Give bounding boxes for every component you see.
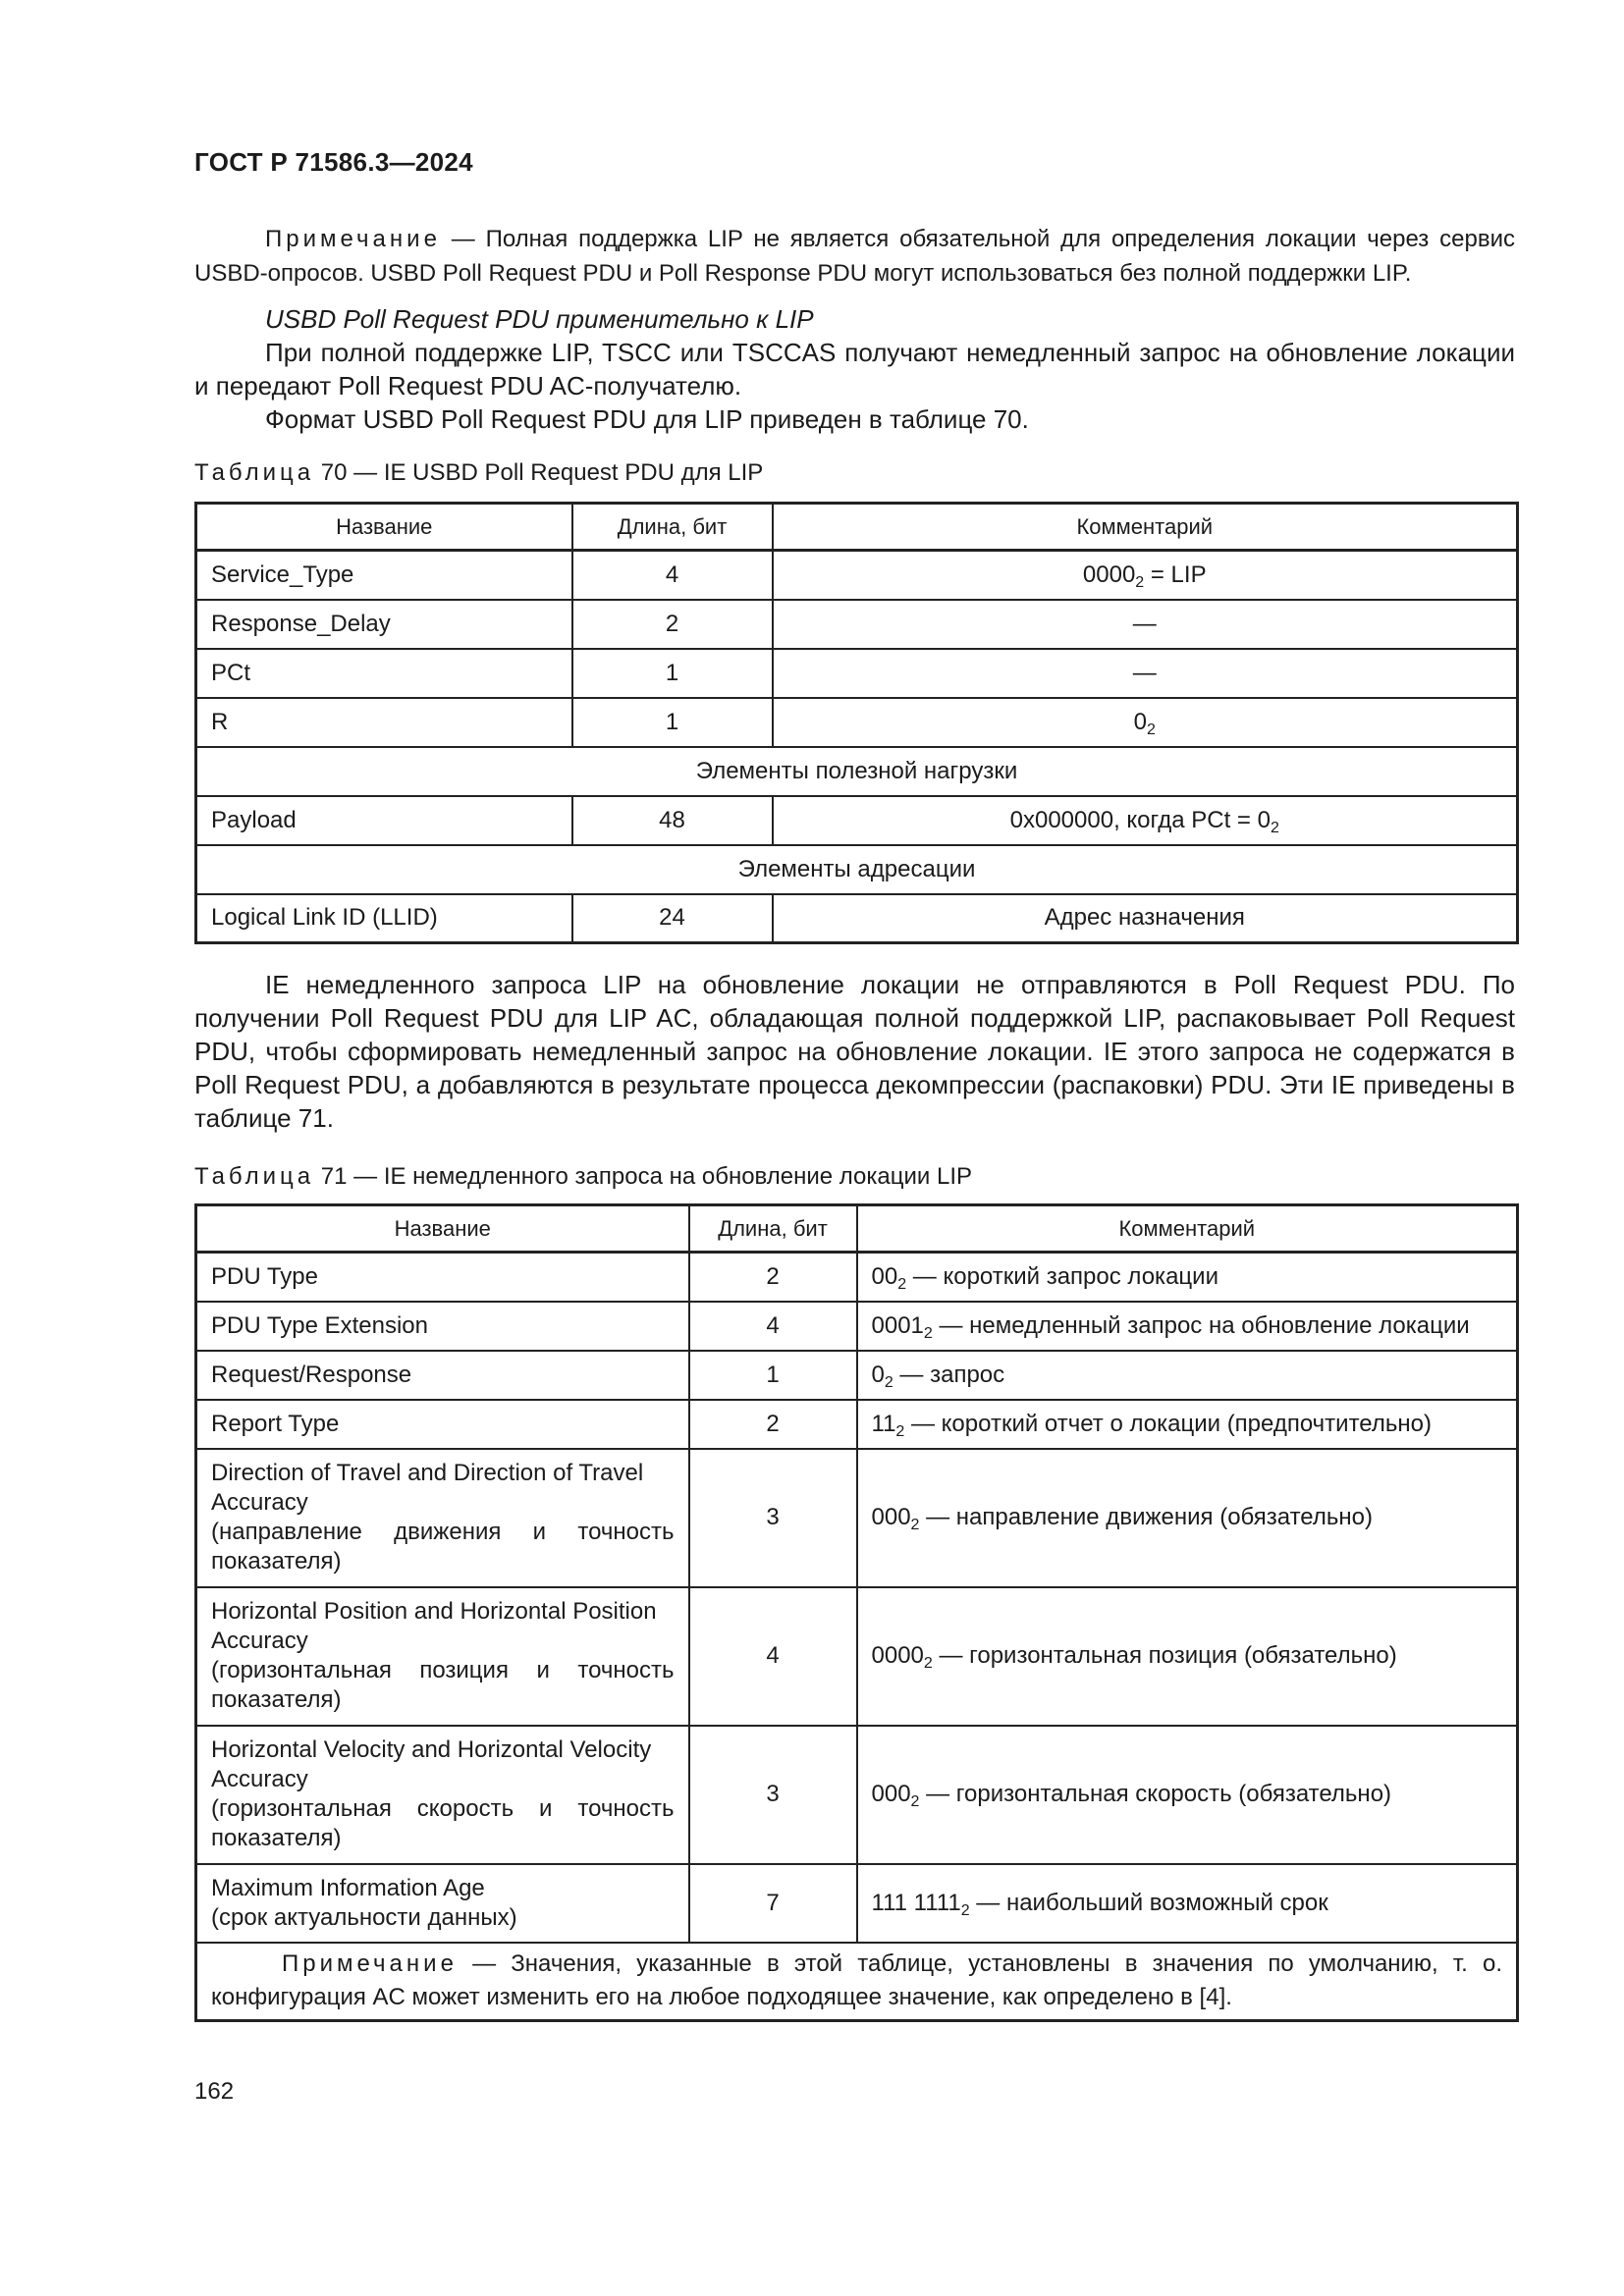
name-ru: (горизонтальная позиция и точность показателя) xyxy=(211,1657,675,1713)
table-71-caption-text: 71 — IE немедленного запроса на обновление локации LIP xyxy=(320,1163,973,1190)
section-address: Элементы адресации xyxy=(196,845,1518,894)
cell-comment: Адрес назначения xyxy=(773,894,1518,943)
comment-value: 0x000000, когда PCt = 0 xyxy=(1009,806,1271,833)
comment-value: 0000 xyxy=(1082,561,1136,588)
cell-comment: — xyxy=(773,600,1518,649)
cell-length: 2 xyxy=(689,1253,857,1302)
comment-value: 0 xyxy=(1133,708,1147,735)
cell-length: 4 xyxy=(572,551,773,600)
table-71-caption-label: Таблица xyxy=(194,1163,315,1190)
cell-name: R xyxy=(196,698,572,747)
page-number: 162 xyxy=(194,2078,235,2105)
cell-name: Response_Delay xyxy=(196,600,572,649)
paragraph-3: IE немедленного запроса LIP на обновление локации не отправляются в Poll Request PDU. По получении Poll Request PDU для LIP AC, обладающая полной поддержкой LIP, распаковывает Poll Request PDU, чтобы сформировать немедленный запрос на обновление локации. IE этого запроса не содержатся в Poll Request PDU, а добавляются в результате процесса декомпрессии (распаковки) PDU. Эти IE приведены в таблице 71. xyxy=(194,970,1515,1133)
comment-text: — направление движения (обязательно) xyxy=(919,1504,1373,1530)
section-payload: Элементы полезной нагрузки xyxy=(196,747,1518,796)
cell-length: 2 xyxy=(689,1400,857,1449)
comment-text: — короткий отчет о локации (предпочтительно) xyxy=(904,1410,1432,1437)
cell-length: 7 xyxy=(689,1864,857,1943)
comment-value: 11 xyxy=(871,1410,896,1437)
table-note-row xyxy=(196,1943,1518,2021)
cell-name xyxy=(196,1726,689,1864)
table-note xyxy=(196,1943,1518,2021)
table-section-row xyxy=(196,747,1518,796)
table-row xyxy=(196,698,1518,747)
cell-comment xyxy=(857,1400,1518,1449)
subscript: 2 xyxy=(923,1324,933,1342)
table-row xyxy=(196,1253,1518,1302)
cell-length: 2 xyxy=(572,600,773,649)
cell-comment xyxy=(773,796,1518,845)
comment-value: 111 1111 xyxy=(871,1889,961,1916)
cell-length: 1 xyxy=(572,698,773,747)
subscript: 2 xyxy=(1270,819,1279,836)
cell-name: PDU Type xyxy=(196,1253,689,1302)
cell-length: 1 xyxy=(572,649,773,698)
cell-name: Service_Type xyxy=(196,551,572,600)
name-ru: (направление движения и точность показателя) xyxy=(211,1519,675,1575)
note-paragraph xyxy=(194,222,1515,291)
name-en: Maximum Information Age xyxy=(211,1874,485,1901)
comment-value: 0 xyxy=(871,1361,885,1388)
comment-suffix: = LIP xyxy=(1144,561,1207,588)
subscript: 2 xyxy=(910,1793,920,1810)
paragraph-2: Формат USBD Poll Request PDU для LIP приведен в таблице 70. xyxy=(265,404,1029,434)
cell-length: 3 xyxy=(689,1449,857,1587)
header-length: Длина, бит xyxy=(689,1205,857,1253)
cell-comment xyxy=(857,1351,1518,1400)
subscript: 2 xyxy=(923,1655,933,1672)
name-ru: (горизонтальная скорость и точность показателя) xyxy=(211,1795,675,1851)
comment-value: 00 xyxy=(871,1262,898,1290)
subscript: 2 xyxy=(897,1275,907,1293)
cell-length: 4 xyxy=(689,1587,857,1726)
table-row xyxy=(196,1726,1518,1864)
name-ru: (срок актуальности данных) xyxy=(211,1903,517,1931)
cell-comment xyxy=(857,1726,1518,1864)
table-70-caption-label: Таблица xyxy=(194,459,315,486)
cell-length: 1 xyxy=(689,1351,857,1400)
document-header: ГОСТ Р 71586.3—2024 xyxy=(194,147,473,177)
subscript: 2 xyxy=(910,1517,920,1533)
cell-name: Report Type xyxy=(196,1400,689,1449)
table-row xyxy=(196,551,1518,600)
cell-name xyxy=(196,1864,689,1943)
table-70 xyxy=(194,502,1519,944)
header-name: Название xyxy=(196,1205,689,1253)
subscript: 2 xyxy=(884,1373,893,1391)
comment-text: — короткий запрос локации xyxy=(906,1262,1218,1290)
paragraph-1: При полной поддержке LIP, TSCC или TSCCAS получают немедленный запрос на обновление локации и передают Poll Request PDU AC-получателю. xyxy=(194,338,1515,400)
table-71-caption xyxy=(194,1163,972,1191)
subscript: 2 xyxy=(960,1901,970,1919)
table-row xyxy=(196,1587,1518,1726)
cell-length: 3 xyxy=(689,1726,857,1864)
cell-comment xyxy=(857,1587,1518,1726)
table-71 xyxy=(194,1203,1519,2022)
section-title: USBD Poll Request PDU применительно к LIP xyxy=(265,304,814,334)
cell-length: 4 xyxy=(689,1302,857,1351)
comment-text: — запрос xyxy=(893,1361,1005,1388)
note-label: Примечание xyxy=(265,226,441,252)
cell-name: PCt xyxy=(196,649,572,698)
comment-value: 000 xyxy=(871,1504,911,1530)
cell-length: 24 xyxy=(572,894,773,943)
comment-value: 0000 xyxy=(871,1642,924,1669)
comment-text: — горизонтальная скорость (обязательно) xyxy=(919,1781,1392,1807)
table-row xyxy=(196,1449,1518,1587)
cell-name: Payload xyxy=(196,796,572,845)
comment-text: — горизонтальная позиция (обязательно) xyxy=(932,1642,1397,1669)
cell-name xyxy=(196,1449,689,1587)
table-header-row xyxy=(196,1205,1518,1253)
comment-value: 000 xyxy=(871,1781,911,1807)
table-row xyxy=(196,1302,1518,1351)
table-row xyxy=(196,894,1518,943)
cell-comment xyxy=(773,698,1518,747)
table-row xyxy=(196,796,1518,845)
table-header-row xyxy=(196,504,1518,551)
cell-comment xyxy=(857,1253,1518,1302)
table-note-text: — Значения, указанные в этой таблице, установлены в значения по умолчанию, т. о. конфигурация AC может изменить его на любое подходящее значение, как определено в [4]. xyxy=(211,1950,1502,2011)
table-row xyxy=(196,1864,1518,1943)
header-comment: Комментарий xyxy=(773,504,1518,551)
subscript: 2 xyxy=(895,1422,905,1440)
comment-text: — наибольший возможный срок xyxy=(969,1889,1328,1916)
comment-value: 0001 xyxy=(871,1311,924,1339)
cell-name: Request/Response xyxy=(196,1351,689,1400)
table-70-caption-text: 70 — IE USBD Poll Request PDU для LIP xyxy=(320,459,764,486)
table-row xyxy=(196,1351,1518,1400)
cell-comment xyxy=(857,1864,1518,1943)
comment-text: — немедленный запрос на обновление локации xyxy=(932,1311,1470,1339)
cell-comment xyxy=(857,1449,1518,1587)
cell-comment xyxy=(773,551,1518,600)
subscript: 2 xyxy=(1146,721,1156,738)
table-row xyxy=(196,1400,1518,1449)
note-text: — Полная поддержка LIP не является обязательной для определения локации через сервис USBD-опросов. USBD Poll Request PDU и Poll Response PDU могут использоваться без полной поддержки LIP. xyxy=(194,226,1515,287)
cell-length: 48 xyxy=(572,796,773,845)
cell-name: Logical Link ID (LLID) xyxy=(196,894,572,943)
name-en: Direction of Travel and Direction of Travel Accuracy xyxy=(211,1460,644,1516)
table-row xyxy=(196,600,1518,649)
header-comment: Комментарий xyxy=(857,1205,1518,1253)
cell-comment xyxy=(857,1302,1518,1351)
cell-name: PDU Type Extension xyxy=(196,1302,689,1351)
cell-comment: — xyxy=(773,649,1518,698)
name-en: Horizontal Position and Horizontal Position Accuracy xyxy=(211,1598,657,1654)
subscript: 2 xyxy=(1135,573,1145,591)
table-70-caption xyxy=(194,459,763,487)
table-section-row xyxy=(196,845,1518,894)
cell-name xyxy=(196,1587,689,1726)
header-length: Длина, бит xyxy=(572,504,773,551)
name-en: Horizontal Velocity and Horizontal Velocity Accuracy xyxy=(211,1736,652,1792)
table-row xyxy=(196,649,1518,698)
table-note-label: Примечание xyxy=(282,1950,458,1978)
header-name: Название xyxy=(196,504,572,551)
